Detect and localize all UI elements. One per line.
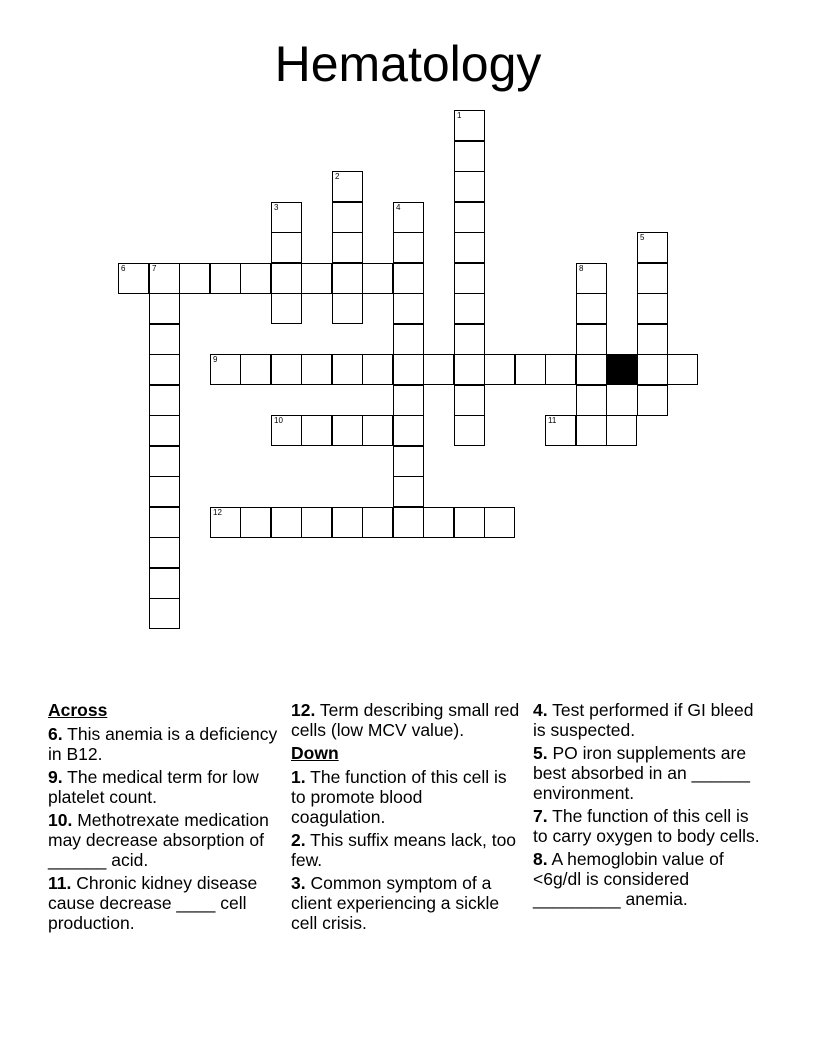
grid-cell[interactable] [637,293,668,324]
grid-cell[interactable] [149,537,180,568]
grid-cell[interactable] [332,232,363,263]
grid-cell[interactable] [484,354,515,385]
cell-number: 9 [213,355,218,364]
grid-cell[interactable] [637,263,668,294]
down-heading: Down [291,743,339,763]
clue-number: 11. [48,873,72,893]
grid-cell[interactable] [393,293,424,324]
grid-cell[interactable] [149,354,180,385]
grid-cell[interactable] [423,507,454,538]
grid-cell[interactable] [149,263,180,294]
grid-cell[interactable] [149,446,180,477]
grid-cell[interactable] [454,110,485,141]
clue-text: This anemia is a deficiency in B12. [48,724,278,764]
grid-cell[interactable] [240,354,271,385]
clue-down-1 [291,767,521,827]
cell-number: 7 [152,264,157,273]
clue-column-3 [533,700,763,912]
cell-number: 6 [121,264,126,273]
grid-cell[interactable] [332,354,363,385]
grid-cell[interactable] [454,232,485,263]
grid-cell[interactable] [393,354,424,385]
clue-number: 9. [48,767,63,787]
cell-number: 8 [579,264,584,273]
grid-cell[interactable] [454,141,485,172]
grid-cell[interactable] [576,324,607,355]
grid-cell[interactable] [576,293,607,324]
across-heading: Across [48,700,108,720]
grid-cell[interactable] [362,354,393,385]
grid-cell[interactable] [210,354,241,385]
clue-across-9 [48,767,283,807]
grid-cell[interactable] [362,507,393,538]
clue-text: Chronic kidney disease cause decrease ____ cell production. [48,873,258,933]
grid-cell[interactable] [393,202,424,233]
page-title: Hematology [274,36,542,92]
clue-text: A hemoglobin value of <6g/dl is considered _________ anemia. [533,849,724,909]
grid-cell[interactable] [271,293,302,324]
grid-cell[interactable] [393,476,424,507]
cell-number: 5 [640,233,645,242]
grid-cell[interactable] [545,415,576,446]
clue-number: 1. [291,767,306,787]
grid-cell[interactable] [484,507,515,538]
clue-text: The medical term for low platelet count. [48,767,259,807]
grid-cell[interactable] [454,171,485,202]
grid-cell[interactable] [454,293,485,324]
grid-cell[interactable] [515,354,546,385]
grid-cell[interactable] [393,446,424,477]
grid-cell[interactable] [271,507,302,538]
grid-cell[interactable] [149,568,180,599]
cell-number: 4 [396,203,401,212]
grid-cell[interactable] [149,476,180,507]
grid-cell[interactable] [576,354,607,385]
clue-text: Term describing small red cells (low MCV value). [291,700,520,740]
grid-cell[interactable] [393,263,424,294]
grid-cell[interactable] [362,263,393,294]
clue-across-10 [48,810,283,870]
grid-cell[interactable] [149,324,180,355]
grid-cell[interactable] [149,293,180,324]
grid-cell[interactable] [423,354,454,385]
cell-number: 3 [274,203,279,212]
grid-cell[interactable] [606,415,637,446]
grid-cell[interactable] [393,385,424,416]
clue-column-2 [291,700,521,936]
grid-cell[interactable] [332,507,363,538]
grid-cell[interactable] [271,354,302,385]
grid-cell[interactable] [301,263,332,294]
grid-cell[interactable] [454,324,485,355]
clue-down-8 [533,849,763,909]
grid-cell[interactable] [637,354,668,385]
grid-cell[interactable] [210,263,241,294]
grid-cell[interactable] [393,507,424,538]
grid-cell[interactable] [271,202,302,233]
clue-number: 4. [533,700,548,720]
cell-number: 1 [457,111,462,120]
grid-cell[interactable] [301,507,332,538]
clue-column-1 [48,700,283,936]
grid-cell[interactable] [362,415,393,446]
grid-cell[interactable] [637,385,668,416]
clue-across-6 [48,724,283,764]
clue-number: 12. [291,700,316,720]
grid-cell[interactable] [332,171,363,202]
grid-cell[interactable] [637,232,668,263]
clue-text: Test performed if GI bleed is suspected. [533,700,754,740]
grid-cell[interactable] [454,415,485,446]
clue-down-4 [533,700,763,740]
grid-cell[interactable] [454,202,485,233]
grid-cell[interactable] [454,263,485,294]
grid-cell[interactable] [332,202,363,233]
grid-cell[interactable] [576,415,607,446]
grid-cell[interactable] [179,263,210,294]
grid-cell[interactable] [149,385,180,416]
clue-down-3 [291,873,521,933]
grid-cell[interactable] [240,507,271,538]
clue-number: 10. [48,810,73,830]
grid-cell[interactable] [667,354,698,385]
grid-cell[interactable] [454,354,485,385]
grid-block-cell [606,354,637,385]
clue-text: The function of this cell is to carry oxygen to body cells. [533,806,760,846]
clue-text: This suffix means lack, too few. [291,830,517,870]
grid-cell[interactable] [637,324,668,355]
grid-cell[interactable] [240,263,271,294]
clue-number: 8. [533,849,548,869]
clue-number: 2. [291,830,306,850]
cell-number: 11 [548,416,557,425]
cell-number: 12 [213,508,222,517]
grid-cell[interactable] [118,263,149,294]
cell-number: 10 [274,416,283,425]
clue-down-5 [533,743,763,803]
grid-cell[interactable] [393,324,424,355]
clue-text: Common symptom of a client experiencing a sickle cell crisis. [291,873,500,933]
grid-cell[interactable] [454,385,485,416]
clue-number: 6. [48,724,63,744]
grid-cell[interactable] [210,507,241,538]
grid-cell[interactable] [332,415,363,446]
grid-cell[interactable] [149,507,180,538]
grid-cell[interactable] [271,415,302,446]
clue-text: PO iron supplements are best absorbed in an ______ environment. [533,743,750,803]
clue-down-2 [291,830,521,870]
clue-number: 5. [533,743,548,763]
grid-cell[interactable] [149,415,180,446]
grid-cell[interactable] [149,598,180,629]
clue-across-12 [291,700,521,740]
grid-cell[interactable] [301,415,332,446]
grid-cell[interactable] [393,232,424,263]
clue-text: Methotrexate medication may decrease absorption of ______ acid. [48,810,269,870]
grid-cell[interactable] [454,507,485,538]
grid-cell[interactable] [393,415,424,446]
grid-cell[interactable] [576,385,607,416]
clue-number: 3. [291,873,306,893]
grid-cell[interactable] [576,263,607,294]
grid-cell[interactable] [332,293,363,324]
grid-cell[interactable] [271,232,302,263]
grid-cell[interactable] [332,263,363,294]
clue-across-11 [48,873,283,933]
grid-cell[interactable] [301,354,332,385]
clue-number: 7. [533,806,548,826]
clue-text: The function of this cell is to promote blood coagulation. [291,767,507,827]
clue-down-7 [533,806,763,846]
grid-cell[interactable] [545,354,576,385]
grid-cell[interactable] [271,263,302,294]
cell-number: 2 [335,172,340,181]
